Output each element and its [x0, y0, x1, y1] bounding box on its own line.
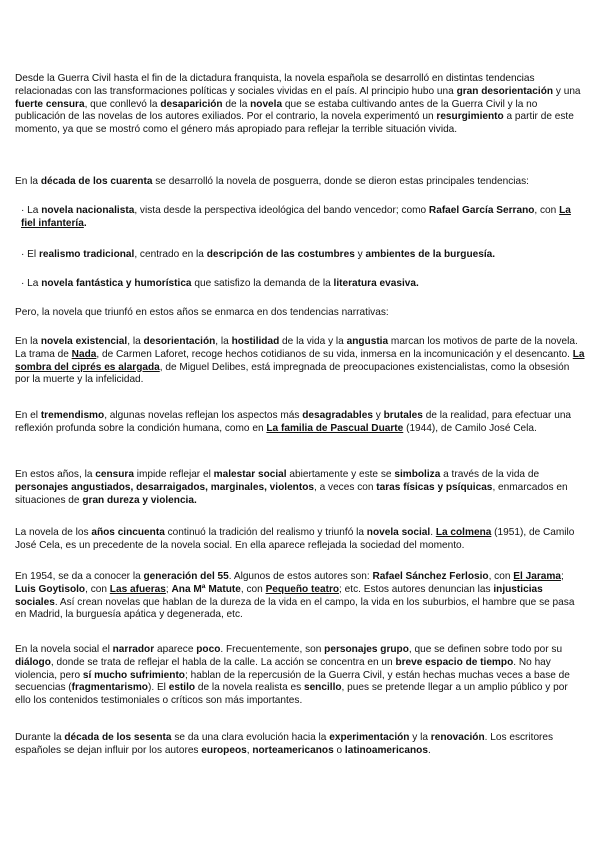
list-item-nacionalista — [21, 205, 585, 231]
bold-term: años cincuenta — [91, 527, 165, 538]
text-run: ; hablan de la repercusión de la Guerra Civil, y están hechas muchas veces a base de secuencias ( — [15, 669, 570, 694]
bold-term: personajes grupo — [324, 644, 409, 655]
text-run: se desarrolló la novela de posguerra, donde se dieron estas principales tendencias: — [152, 176, 529, 187]
text-run: , con — [488, 571, 514, 582]
bold-term: censura — [95, 469, 134, 480]
bold-term: desagradables — [302, 410, 373, 421]
book-title-link: La colmena — [435, 527, 492, 538]
text-run: . Los escritores españoles se dejan influir por los autores — [15, 732, 554, 756]
text-run: ; — [165, 583, 172, 595]
paragraph-censura — [15, 469, 585, 507]
book-title-link: Pequeño teatro — [265, 583, 340, 595]
book-title-link: La fiel infantería — [21, 205, 571, 229]
bold-term: experimentación — [329, 732, 410, 743]
bold-term: generación del 55 — [143, 571, 229, 582]
text-run: se da una clara evolución hacia la — [171, 732, 330, 743]
text-run: , pues se pretende llegar a un amplio público y por ello los contenidos testimoniales o críticos son más importantes. — [15, 682, 568, 707]
bold-term: sí mucho sufrimiento — [82, 669, 185, 681]
bold-term: Rafael Sánchez Ferlosio — [372, 571, 489, 582]
text-run: En la — [15, 176, 41, 187]
text-run: En el — [15, 410, 41, 421]
bold-term: hostilidad — [231, 336, 280, 347]
text-run: abiertamente y este se — [286, 469, 395, 480]
bold-term: desorientación — [143, 336, 216, 347]
text-run: · El — [21, 249, 39, 260]
bold-term: Rafael García Serrano — [428, 205, 535, 216]
text-run: . Frecuentemente, son — [220, 644, 325, 655]
text-run: marcan los motivos de parte de la novela. La trama de — [15, 336, 578, 360]
text-run: que se estaba cultivando antes de la Guerra Civil y la no publicación de las novelas de los autores exiliados. Por el contrario, la novela experimentó un — [15, 98, 538, 123]
text-run: . — [427, 744, 431, 756]
paragraph-sesenta — [15, 732, 585, 758]
text-run: En la — [15, 336, 41, 347]
bold-term: novela existencial — [40, 336, 128, 347]
text-run: de la novela realista es — [195, 682, 304, 694]
book-title-link: Nada — [71, 348, 97, 360]
bold-term: novela fantástica y humorística — [41, 278, 192, 289]
text-run: ; etc. Estos autores denuncian las — [339, 583, 494, 595]
text-run: y una — [553, 85, 581, 97]
bold-term: gran dureza y violencia. — [82, 494, 197, 506]
text-run: . Así crean novelas que hablan de la dureza de la vida en el campo, la vida en los suburbios, el hambre que se pasa en Madrid, la burguesía apática y degenerada, etc. — [15, 596, 575, 621]
text-run: La novela de los — [15, 527, 92, 538]
paragraph-cincuenta — [15, 527, 585, 553]
text-run: y la — [409, 732, 431, 743]
book-title-link: Las afueras — [109, 583, 166, 595]
bold-term: estilo — [168, 682, 196, 694]
bold-term: breve espacio de tiempo — [395, 656, 514, 668]
bold-term: Ana Mª Matute — [171, 583, 241, 595]
text-run: · La — [21, 278, 42, 289]
text-run: , vista desde la perspectiva ideológica del bando vencedor; como — [134, 205, 429, 216]
text-run: Pero, la novela que triunfó en estos años se enmarca en dos tendencias narrativas: — [15, 307, 389, 318]
text-run: , que conllevó la — [84, 98, 161, 110]
text-run: y — [372, 410, 384, 421]
bold-term: personajes angustiados, desarraigados, marginales, violentos — [15, 481, 314, 493]
paragraph-cuarenta — [15, 176, 585, 189]
text-run: de la realidad, para efectuar una reflexión profunda sobre la condición humana, como en — [15, 410, 572, 434]
text-run: . Algunos de estos autores son: — [228, 571, 373, 582]
text-run: En 1954, se da a conocer la — [15, 571, 144, 582]
bold-term: sencillo — [303, 682, 342, 694]
bold-term: fuerte censura — [15, 98, 85, 110]
bold-term: fragmentarismo — [71, 682, 148, 694]
bold-term: diálogo — [15, 656, 51, 668]
bold-term: Luis Goytisolo — [15, 583, 86, 595]
text-run: ). El — [147, 682, 169, 694]
text-run: de la vida y la — [279, 336, 347, 347]
bold-term: poco — [196, 644, 221, 655]
bold-term: gran desorientación — [456, 85, 554, 97]
text-run: , de Carmen Laforet, recoge hechos cotidianos de su vida, inmersa en la incomunicación y el desencanto. — [96, 348, 573, 360]
book-title-link: La sombra del ciprés es alargada — [15, 348, 585, 373]
bold-term: novela — [250, 98, 283, 110]
bold-term: . — [83, 217, 87, 229]
text-run: , donde se trata de reflejar el habla de la calle. La acción se concentra en un — [50, 656, 396, 668]
bold-term: taras físicas y psíquicas — [376, 481, 493, 493]
bold-term: realismo tradicional — [38, 249, 135, 260]
bold-term: brutales — [383, 410, 423, 421]
bold-term: tremendismo — [40, 410, 105, 421]
bold-term: resurgimiento — [436, 111, 504, 123]
text-run: que satisfizo la demanda de la — [191, 278, 334, 289]
paragraph-novela-social — [15, 644, 585, 708]
text-run: , enmarcados en situaciones de — [15, 481, 568, 506]
book-title-link: La familia de Pascual Duarte — [266, 422, 404, 434]
bold-term: injusticias sociales — [15, 583, 543, 608]
text-run: impide reflejar el — [133, 469, 214, 480]
text-run: Desde la Guerra Civil hasta el fin de la dictadura franquista, la novela española se desarrolló en distintas tendencias relacionadas con las transformaciones políticas y sociales vividas en el país. Al principio hubo una — [15, 73, 535, 97]
text-run: , de Miguel Delibes, está impregnada de preocupaciones existencialistas, como la obsesión por la muerte y la infelicidad. — [15, 361, 570, 386]
bold-term: latinoamericanos — [344, 744, 428, 756]
text-run: (1951), de Camilo José Cela, es un precedente de la novela social. En ella aparece reflejada la sociedad del momento. — [15, 527, 575, 551]
text-run: , centrado en la — [134, 249, 207, 260]
text-run: . No hay violencia, pero — [15, 656, 551, 681]
text-run: · La — [21, 205, 42, 216]
text-run: ; — [560, 571, 564, 582]
book-title-link: El Jarama — [513, 571, 561, 582]
bold-term: década de los cuarenta — [40, 176, 153, 187]
text-run: , la — [215, 336, 232, 347]
bold-term: norteamericanos — [252, 744, 334, 756]
text-run: (1944), de Camilo José Cela. — [403, 422, 537, 434]
text-run: continuó la tradición del realismo y triunfó la — [164, 527, 367, 538]
text-run: . — [430, 527, 436, 538]
bold-term: década de los sesenta — [64, 732, 172, 743]
text-run: , con — [85, 583, 110, 595]
text-run: En estos años, la — [15, 469, 96, 480]
text-run: y — [354, 249, 366, 260]
bold-term: angustia — [346, 336, 389, 347]
paragraph-intro — [15, 73, 585, 137]
bold-term: . — [416, 278, 419, 289]
list-item-fantastica — [21, 278, 585, 291]
paragraph-existencial — [15, 336, 585, 387]
text-run: , que se definen sobre todo por su — [408, 644, 563, 655]
bold-term: novela social — [366, 527, 431, 538]
text-run: Durante la — [15, 732, 65, 743]
text-run: aparece — [154, 644, 197, 655]
paragraph-generacion-55 — [15, 571, 585, 622]
bold-term: . — [492, 249, 496, 260]
paragraph-tendencias — [15, 307, 585, 320]
bold-term: desaparición — [160, 98, 223, 110]
text-run: a partir de este momento, ya que se mostró como el género más apropiado para reflejar la terrible situación vivida. — [15, 111, 574, 136]
text-run: de la — [222, 98, 251, 110]
bold-term: descripción de las costumbres — [206, 249, 355, 260]
bold-term: simboliza — [394, 469, 441, 480]
text-run: En la novela social el — [15, 644, 113, 655]
bold-term: novela nacionalista — [41, 205, 135, 216]
bold-term: renovación — [430, 732, 485, 743]
text-run: , con — [240, 583, 266, 595]
text-run: o — [333, 744, 345, 756]
bold-term: narrador — [112, 644, 155, 655]
text-run: , algunas novelas reflejan los aspectos más — [104, 410, 303, 421]
text-run: , con — [534, 205, 560, 216]
text-run: , a veces con — [314, 481, 377, 493]
text-run: , la — [127, 336, 144, 347]
bold-term: malestar social — [213, 469, 287, 480]
paragraph-tremendismo — [15, 410, 585, 436]
bold-term: ambientes de la burguesía — [365, 249, 493, 260]
list-item-realismo — [21, 249, 585, 262]
bold-term: europeos — [201, 744, 247, 756]
bold-term: literatura evasiva — [333, 278, 417, 289]
text-run: , — [246, 744, 253, 756]
text-run: a través de la vida de — [440, 469, 540, 480]
